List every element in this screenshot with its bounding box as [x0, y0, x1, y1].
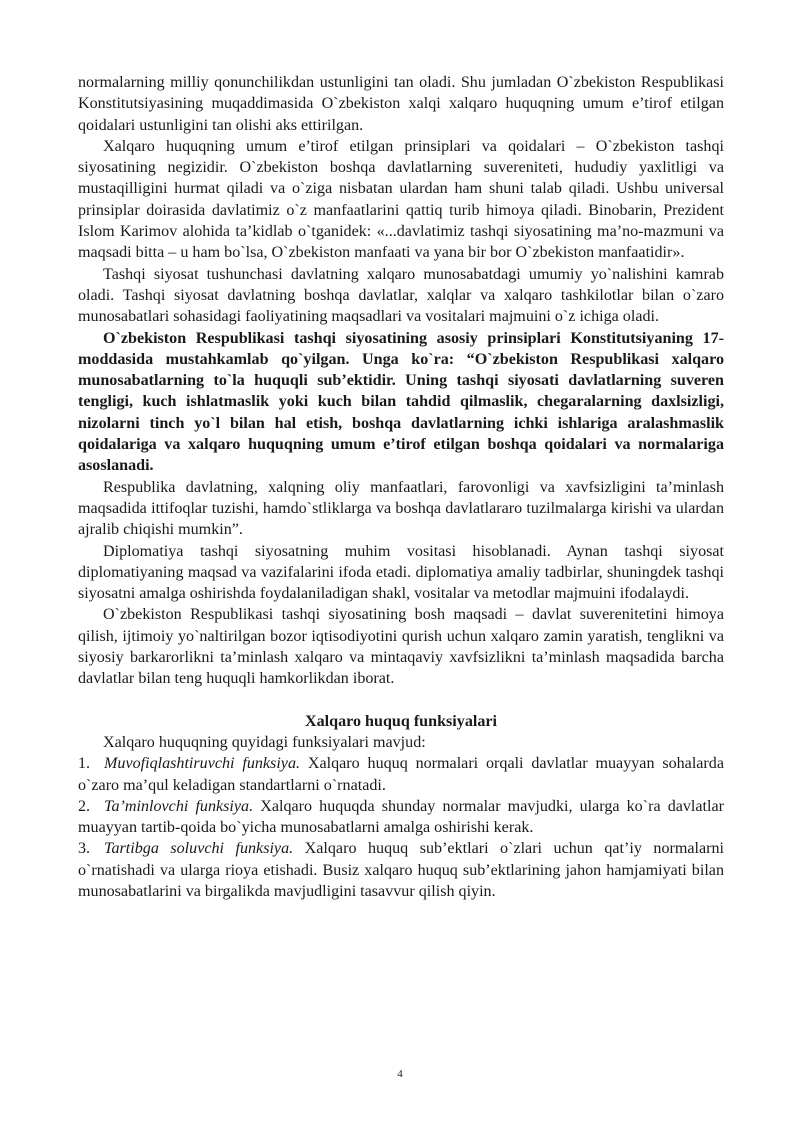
paragraph-republic-alliances: Respublika davlatning, xalqning oliy manfaatlari, farovonligi va xavfsizligini ta’minlash maqsadida ittifoqlar tuzishi, hamdo`stliklarga va boshqa davlatlararo tuzilmalarga kirishi va ulardan ajralib chiqishi mumkin”. [78, 478, 724, 539]
list-item-text: Xalqaro huquq sub’ektlari o`zlari uchun qat’iy normalarni o`rnatishadi va ularga rioya etishadi. Busiz xalqaro huquq sub’ektlarining jahon hamjamiyati bilan munosabatlarini va birgalikda mavjudligini tasavvur qilish qiyin. [78, 840, 724, 900]
list-item [78, 838, 724, 902]
list-item-number: 1. [78, 755, 91, 773]
list-item-term: Ta’minlovchi funksiya. [104, 797, 254, 815]
paragraph-diplomacy: Diplomatiya tashqi siyosatning muhim vositasi hisoblanadi. Aynan tashqi siyosat diplomatiyaning maqsad va vazifalarini ifoda etadi. diplomatiya amaliy tadbirlar, shuningdek tashqi siyosatni amalga oshirishda foydalaniladigan shakl, vositalar va metodlar majmuini ifodalaydi. [78, 542, 724, 603]
paragraph-foreign-policy-concept: Tashqi siyosat tushunchasi davlatning xalqaro munosabatdagi umumiy yo`nalishini kamrab oladi. Tashqi siyosat davlatning boshqa davlatlar, xalqlar va xalqaro tashkilotlar bilan o`zaro munosabatlari sohasidagi faoliyatining maqsadlari va vositalari majmuini o`z ichiga oladi. [78, 265, 724, 326]
list-item-number: 3. [78, 840, 91, 858]
list-item [78, 796, 724, 839]
section-intro: Xalqaro huquqning quyidagi funksiyalari mavjud: [103, 733, 426, 751]
list-item-text: Xalqaro huquqda shunday normalar mavjudki, ularga ko`ra davlatlar muayyan tartib-qoida bo`yicha munosabatlarni amalga oshirishi kerak. [78, 797, 724, 837]
page-number: 4 [397, 1068, 403, 1080]
list-item-text: Xalqaro huquq normalari orqali davlatlar muayyan sohalarda o`zaro ma’qul keladigan standartlarni o`rnatadi. [78, 755, 724, 794]
section-heading: Xalqaro huquq funksiyalari [304, 712, 497, 730]
list-item-number: 2. [78, 797, 91, 815]
paragraph-principles: Xalqaro huquqning umum e’tirof etilgan prinsiplari va qoidalari – O`zbekiston tashqi siyosatining negizidir. O`zbekiston boshqa davlatlarning suvereniteti, hududiy yaxlitligi va mustaqilligini hurmat qiladi va o`ziga nisbatan ulardan ham shuni talab qiladi. Ushbu universal prinsiplar doirasida davlatimiz o`z manfaatlarini qattiq turib himoya qiladi. Binobarin, Prezident Islom Karimov alohida ta’kidlab o`tganidek: «...davlatimiz tashqi siyosatining ma’no-mazmuni va maqsadi bitta – u ham bo`lsa, O`zbekiston manfaati va yana bir bor O`zbekiston manfaatidir». [78, 137, 724, 262]
list-item [78, 753, 724, 796]
paragraph-constitution-article-17: O`zbekiston Respublikasi tashqi siyosatining asosiy prinsiplari Konstitutsiyaning 17-moddasida mustahkamlab qo`yilgan. Unga ko`ra: “O`zbekiston Respublikasi xalqaro munosabatlarning to`la huquqli sub’ektidir. Uning tashqi siyosati davlatlarning suveren tengligi, kuch ishlatmaslik yoki kuch bilan tahdid qilmaslik, chegaralarning daxlsizligi, nizolarni tinch yo`l bilan hal etish, boshqa davlatlarning ichki ishlariga aralashmaslik qoidalariga va xalqaro huquqning umum e’tirof etilgan boshqa qoidalari va normalariga asoslanadi. [78, 329, 724, 475]
list-item-term: Tartibga soluvchi funksiya. [104, 840, 294, 858]
document-body [78, 72, 724, 902]
paragraph-continuation: normalarning milliy qonunchilikdan ustunligini tan oladi. Shu jumladan O`zbekiston Respublikasi Konstitutsiyasining muqaddimasida O`zbekiston xalqi xalqaro huquqning umum e’tirof etilgan qoidalari ustunligini tan olishi aks ettirilgan. [78, 74, 724, 134]
paragraph-main-goal: O`zbekiston Respublikasi tashqi siyosatining bosh maqsadi – davlat suverenitetini himoya qilish, ijtimoiy yo`naltirilgan bozor iqtisodiyotini qurish uchun xalqaro zamin yaratish, tenglikni va siyosiy barkarorlikni ta’minlash xalqaro va mintaqaviy xavfsizlikni ta’minlash maqsadida barcha davlatlar bilan teng huquqli hamkorlikdan iborat. [78, 606, 724, 688]
list-item-term: Muvofiqlashtiruvchi funksiya. [104, 755, 301, 773]
